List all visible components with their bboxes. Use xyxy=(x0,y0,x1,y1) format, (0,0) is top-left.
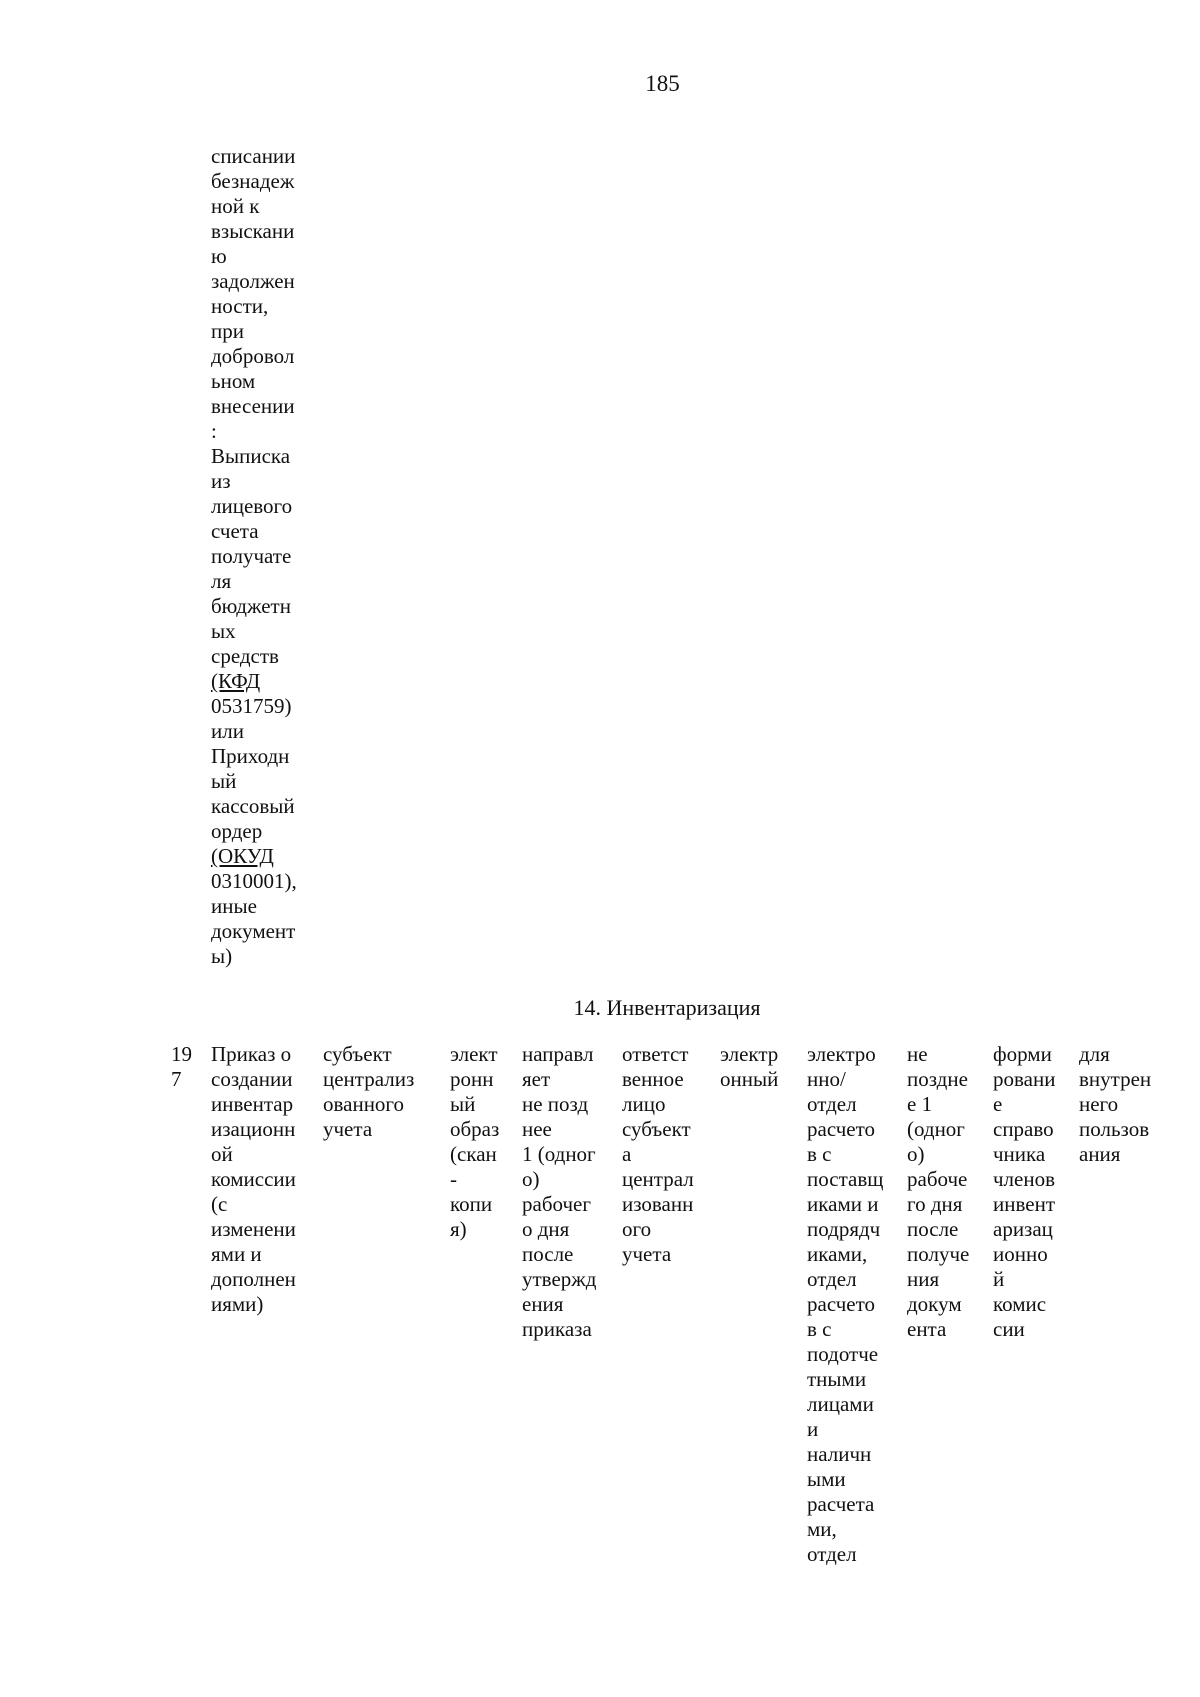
cell-line: подрядч xyxy=(807,1217,881,1241)
cell-line: (ОКУД xyxy=(211,844,274,868)
cell-line: 0531759) xyxy=(211,694,292,718)
cell-line: отдел xyxy=(807,1092,857,1116)
cell-line: поставщ xyxy=(807,1167,884,1191)
cell-line: е xyxy=(993,1092,1003,1116)
section-heading: 14. Инвентаризация xyxy=(573,995,761,1020)
cell-line: лицо xyxy=(622,1092,666,1116)
cell-line: утвержд xyxy=(522,1267,597,1291)
cell-line: не позд xyxy=(522,1092,589,1116)
cell-line: приказа xyxy=(522,1317,592,1341)
cell-line: лицами xyxy=(807,1392,874,1416)
cell-line: копи xyxy=(450,1192,493,1216)
cell-line: образ xyxy=(450,1117,500,1141)
cell-line: аризац xyxy=(993,1217,1053,1241)
cell-line: ми, xyxy=(807,1517,837,1541)
cell-line: отдел xyxy=(807,1267,857,1291)
cell-line: добровол xyxy=(211,344,295,368)
cell-line: (скан xyxy=(450,1142,497,1166)
cell-line: внесении xyxy=(211,394,295,418)
cell-line: 19 xyxy=(171,1042,192,1066)
cell-line: бюджетн xyxy=(211,594,291,618)
cell-line: дополнен xyxy=(211,1267,296,1291)
cell-line: о) xyxy=(907,1142,925,1166)
cell-line: рабочег xyxy=(522,1192,591,1216)
cell-line: в с xyxy=(807,1142,832,1166)
cell-line: при xyxy=(211,319,244,343)
cell-line: электро xyxy=(807,1042,876,1066)
cell-line: кассовый xyxy=(211,794,295,818)
purpose-cell xyxy=(993,1042,1055,1342)
cell-line: чника xyxy=(993,1142,1046,1166)
cell-line: из xyxy=(211,469,231,493)
cell-line: ьном xyxy=(211,369,256,393)
cell-line: создании xyxy=(211,1067,293,1091)
cell-line: безнадеж xyxy=(211,169,295,193)
previous-row-document-cell xyxy=(211,144,297,969)
cell-line: получе xyxy=(907,1242,970,1266)
cell-line: списании xyxy=(211,144,296,168)
cell-line: ионно xyxy=(993,1242,1048,1266)
cell-line: получате xyxy=(211,544,292,568)
cell-line: централ xyxy=(622,1167,694,1191)
cell-line: ния xyxy=(907,1267,940,1291)
cell-line: ыми xyxy=(807,1467,846,1491)
cell-line: сии xyxy=(993,1317,1025,1341)
cell-line: инвент xyxy=(993,1192,1056,1216)
page-number: 185 xyxy=(645,71,680,96)
form-cell xyxy=(450,1042,499,1242)
cell-line: направл xyxy=(522,1042,594,1066)
term-cell xyxy=(907,1042,969,1342)
cell-line: ронн xyxy=(450,1067,494,1091)
cell-line: яет xyxy=(522,1067,551,1091)
recipient-cell xyxy=(807,1042,883,1567)
cell-line: 7 xyxy=(171,1067,182,1091)
cell-line: изационн xyxy=(211,1117,296,1141)
usage-cell xyxy=(1079,1042,1151,1167)
cell-line: взыскани xyxy=(211,219,295,243)
cell-line: расчето xyxy=(807,1292,876,1316)
cell-line: о) xyxy=(522,1167,540,1191)
cell-line: го дня xyxy=(907,1192,963,1216)
cell-line: Приходн xyxy=(211,744,290,768)
cell-line: изменени xyxy=(211,1217,296,1241)
cell-line: иями) xyxy=(211,1292,264,1316)
cell-line: онный xyxy=(720,1067,779,1091)
cell-line: элект xyxy=(450,1042,498,1066)
cell-line: ента xyxy=(907,1317,947,1341)
cell-line: лицевого xyxy=(211,494,293,518)
cell-line: субъект xyxy=(323,1042,392,1066)
cell-line: электр xyxy=(720,1042,779,1066)
cell-line: расчето xyxy=(807,1117,876,1141)
cell-line: для xyxy=(1079,1042,1110,1066)
cell-line: отдел xyxy=(807,1542,857,1566)
cell-line: ых xyxy=(211,619,236,643)
cell-line: после xyxy=(907,1217,959,1241)
cell-line: ения xyxy=(522,1292,564,1316)
cell-line: нно/ xyxy=(807,1067,846,1091)
cell-line: комиссии xyxy=(211,1167,296,1191)
cell-line: (одног xyxy=(907,1117,965,1141)
cell-line: 1 (одног xyxy=(522,1142,596,1166)
cell-line: учета xyxy=(323,1117,373,1141)
cell-line: ы) xyxy=(211,944,233,968)
cell-line: (с xyxy=(211,1192,228,1216)
cell-line: внутрен xyxy=(1079,1067,1152,1091)
cell-line: задолжен xyxy=(211,269,295,293)
cell-line: поздне xyxy=(907,1067,968,1091)
cell-line: е 1 xyxy=(907,1092,933,1116)
cell-line: ровани xyxy=(993,1067,1056,1091)
cell-line: 0310001), xyxy=(211,869,297,893)
cell-line: справо xyxy=(993,1117,1054,1141)
cell-line: форми xyxy=(993,1042,1052,1066)
cell-line: подотче xyxy=(807,1342,879,1366)
cell-line: учета xyxy=(622,1242,672,1266)
responsible-cell xyxy=(622,1042,694,1267)
cell-line: членов xyxy=(993,1167,1056,1191)
cell-line: субъект xyxy=(622,1117,691,1141)
cell-line: счета xyxy=(211,519,259,543)
cell-line: расчета xyxy=(807,1492,875,1516)
cell-line: - xyxy=(450,1167,457,1191)
cell-line: венное xyxy=(622,1067,684,1091)
cell-line: иками, xyxy=(807,1242,868,1266)
cell-line: иками и xyxy=(807,1192,879,1216)
cell-line: комис xyxy=(993,1292,1047,1316)
cell-line: Выписка xyxy=(211,444,291,468)
cell-line: ый xyxy=(211,769,237,793)
cell-line: или xyxy=(211,719,244,743)
created-by-cell xyxy=(323,1042,414,1142)
cell-line: тными xyxy=(807,1367,867,1391)
cell-line: централиз xyxy=(323,1067,415,1091)
cell-line: Приказ о xyxy=(211,1042,292,1066)
cell-line: а xyxy=(622,1142,632,1166)
row-number-cell xyxy=(171,1042,192,1092)
cell-line: ордер xyxy=(211,819,263,843)
cell-line: й xyxy=(993,1267,1005,1291)
cell-line: ности, xyxy=(211,294,269,318)
cell-line: средств xyxy=(211,644,279,668)
cell-line: ной к xyxy=(211,194,260,218)
cell-line: ого xyxy=(622,1217,652,1241)
cell-line: докум xyxy=(907,1292,962,1316)
cell-line: наличн xyxy=(807,1442,872,1466)
cell-line: иные xyxy=(211,894,257,918)
cell-line: : xyxy=(211,419,217,443)
cell-line: ями и xyxy=(211,1242,262,1266)
cell-line: (КФД xyxy=(211,669,261,693)
cell-line: я) xyxy=(450,1217,467,1241)
cell-line: документ xyxy=(211,919,296,943)
cell-line: не xyxy=(907,1042,928,1066)
cell-line: пользов xyxy=(1079,1117,1150,1141)
cell-line: о дня xyxy=(522,1217,570,1241)
cell-line: изованн xyxy=(622,1192,694,1216)
cell-line: ой xyxy=(211,1142,233,1166)
cell-line: инвентар xyxy=(211,1092,294,1116)
cell-line: ответст xyxy=(622,1042,689,1066)
cell-line: после xyxy=(522,1242,574,1266)
cell-line: ый xyxy=(450,1092,476,1116)
direction-cell xyxy=(522,1042,596,1342)
cell-line: ля xyxy=(211,569,232,593)
cell-line: ю xyxy=(211,244,227,268)
cell-line: и xyxy=(807,1417,819,1441)
document-name-cell xyxy=(211,1042,296,1317)
format-cell xyxy=(720,1042,778,1092)
cell-line: ованного xyxy=(323,1092,405,1116)
cell-line: рабоче xyxy=(907,1167,968,1191)
cell-line: него xyxy=(1079,1092,1119,1116)
cell-line: в с xyxy=(807,1317,832,1341)
cell-line: нее xyxy=(522,1117,552,1141)
cell-line: ания xyxy=(1079,1142,1121,1166)
